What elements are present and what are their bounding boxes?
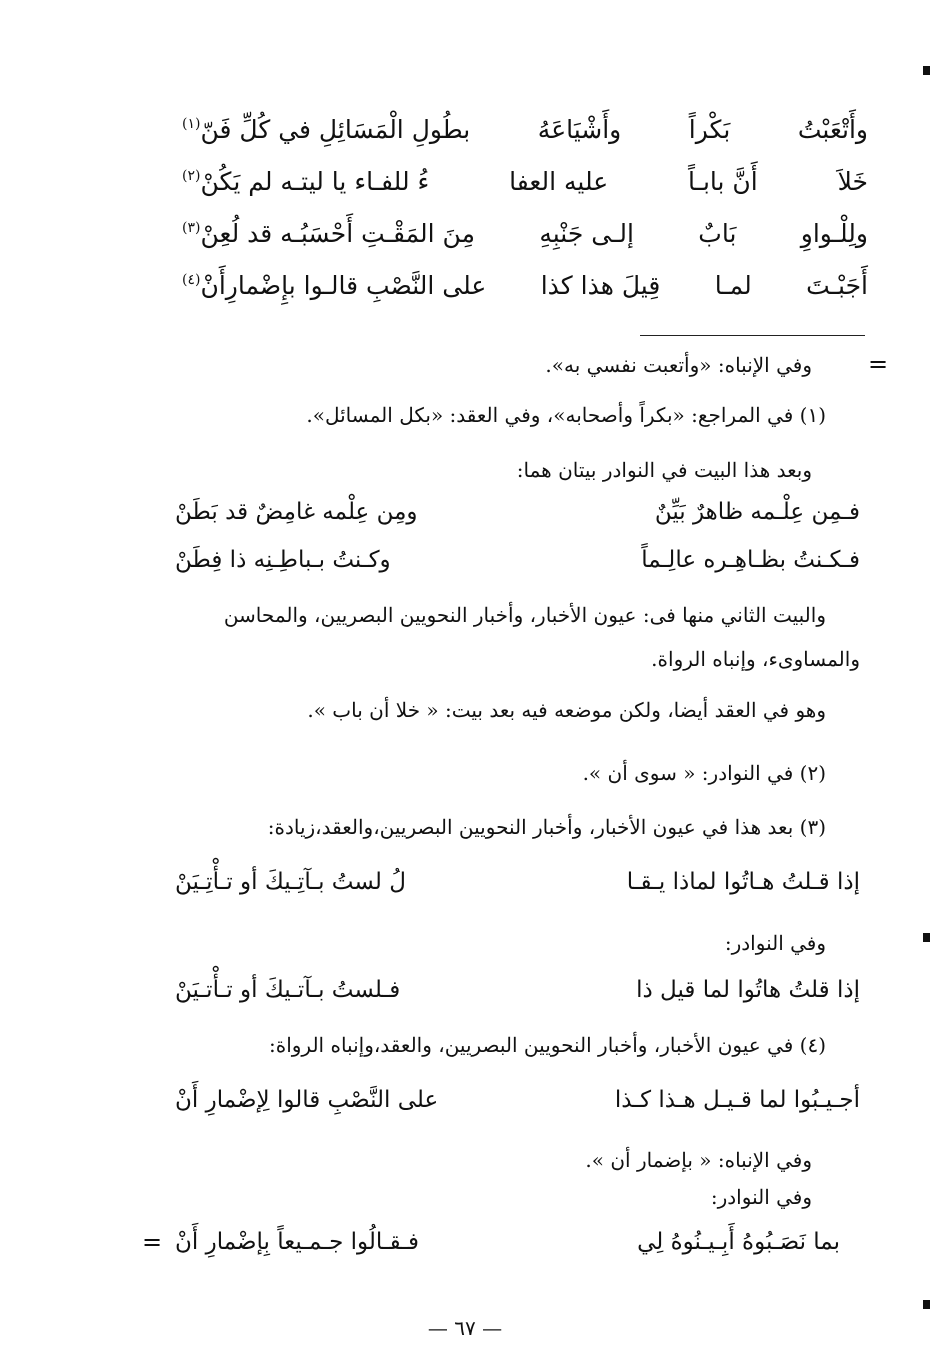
nawadir-label-2: وفي النوادر: [710, 1185, 812, 1209]
verse-1-second-hemistich [180, 115, 470, 144]
extra-verse-2-a: فـكـنتُ بظـاهِـره عالِـماً [641, 547, 860, 573]
footnote-ref-4: (٤) [182, 272, 201, 289]
extra-verse-2 [175, 538, 860, 582]
verse-4-word-c: قِيلَ هذا كذا [540, 270, 661, 300]
sources-line-1: والبيت الثاني منها فى: عيون الأخبار، وأخبار النحويين البصريين، والمحاسن [223, 603, 826, 627]
verse-4-word-b: لمـا [714, 270, 752, 300]
continuation-mark: = [868, 350, 889, 378]
footnote-ref-3: (٣) [182, 220, 201, 237]
footnote-4-verse-b: على النَّصْبِ قالوا لِإضْمارِ أَنْ [175, 1087, 439, 1113]
footnote-2: (٢) في النوادر: « سوى أن ». [582, 761, 826, 785]
scan-edge-mark-top [923, 66, 930, 75]
aqd-note: وهو في العقد أيضا، ولكن موضعه فيه بعد بيت: « خلا أن باب ». [307, 698, 826, 722]
footnote-continuation: وفي الإنباه: «وأتعبت نفسي به». [545, 353, 812, 377]
verse-4 [180, 260, 868, 310]
footnote-3-verse-b: لُ لستُ بـآتِـيكَ أو تـأْتِـيَنْ [175, 869, 406, 895]
verse-4-hemistich-text: على النَّصْبِ قالـوا بإِضْمارِأَنْ [200, 270, 487, 300]
verse-2-second-hemistich [180, 167, 429, 196]
verse-3-word-c: إلـى جَنْبِهِ [539, 218, 634, 248]
sources-line-2: والمساوىء، وإنباه الرواة. [651, 647, 860, 671]
verse-3 [180, 208, 868, 258]
verse-3-word-a: ولِلْـواوِ [800, 218, 868, 248]
verse-1-word-c: وأَشْيَاعَهُ [537, 114, 622, 144]
inbah-note: وفي الإنباه: « بإضمار أن ». [585, 1148, 812, 1172]
extra-verse-2-b: وكـنتُ بـباطِـنِه ذا فِطَنْ [175, 547, 391, 573]
extra-verse-1-b: ومِن عِلْمه غامِضٌ قد بَطَنْ [175, 499, 418, 525]
footnote-4-verse-2-a: بما نَصَـبُوهُ أَبِـيـنُوهُ لِي [637, 1229, 840, 1255]
page-number: — ٦٧ — [427, 1316, 503, 1340]
footnote-3-verse [175, 860, 860, 904]
verse-3-hemistich-text: مِنَ المَقْـتِ أَحْسَبُـه قد لُعِنْ [200, 218, 475, 248]
verse-1 [180, 104, 868, 154]
footnote-3-verse-2-b: فـلستُ بـآتـيكَ أو تـأْتـيَنْ [175, 977, 401, 1003]
footnote-4-verse [175, 1078, 860, 1122]
footnote-4-verse-2-b: فـقـالُوا جـمـيعاً بِإضْمارِ أَنْ [175, 1229, 419, 1255]
verse-4-second-hemistich [180, 271, 486, 300]
verse-2-word-c: عليه العفا [509, 166, 609, 196]
footnote-separator [640, 335, 865, 336]
footnote-3-verse-a: إذا قـلتُ هـاتُوا لماذا يـقـا [626, 869, 860, 895]
continuation-mark-end: = [142, 1228, 163, 1256]
verse-4-word-a: أَجَبْـتَ [806, 270, 868, 300]
verse-3-word-b: بَابٌ [698, 218, 737, 248]
verse-2 [180, 156, 868, 206]
verse-1-hemistich-text: بطُولِ الْمَسَائِلِ في كُلِّ فَنّ [200, 114, 471, 144]
footnote-4-verse-2 [175, 1220, 840, 1264]
footnote-3-verse-2-a: إذا قلتُ هاتُوا لما قيل ذا [636, 977, 860, 1003]
verse-2-word-a: خَلاَ [837, 166, 868, 196]
verse-2-hemistich-text: ءُ للفـاء يا ليتـه لم يَكُنْ [200, 166, 430, 196]
verse-1-word-b: بَكْراً [688, 114, 731, 144]
verse-3-second-hemistich [180, 219, 475, 248]
footnote-ref-2: (٢) [182, 168, 201, 185]
verse-2-word-b: أَنَّ بابـاً [688, 166, 758, 196]
extra-verse-1-a: فـمِن عِلْـمه ظاهرٌ بَيِّنٌ [654, 499, 860, 525]
nawadir-label: وفي النوادر: [724, 931, 826, 955]
footnote-4: (٤) في عيون الأخبار، وأخبار النحويين البصريين، والعقد،وإنباه الرواة: [268, 1033, 826, 1057]
footnote-1-note: وبعد هذا البيت في النوادر بيتان هما: [516, 458, 812, 482]
footnote-3: (٣) بعد هذا في عيون الأخبار، وأخبار النحويين البصريين،والعقد،زيادة: [267, 815, 826, 839]
verse-1-word-a: وأَتْعَبْتُ [797, 114, 868, 144]
footnote-1: (١) في المراجع: «بكراً وأصحابه»، وفي العقد: «بكل المسائل». [306, 403, 826, 427]
footnote-3-verse-2 [175, 968, 860, 1012]
extra-verse-1 [175, 490, 860, 534]
scan-edge-mark-bottom [923, 1300, 930, 1309]
footnote-4-verse-a: أجـيـبُوا لما قـيـل هـذا كـذا [614, 1087, 860, 1113]
footnote-ref-1: (١) [182, 116, 201, 133]
scan-edge-mark-middle [923, 933, 930, 942]
